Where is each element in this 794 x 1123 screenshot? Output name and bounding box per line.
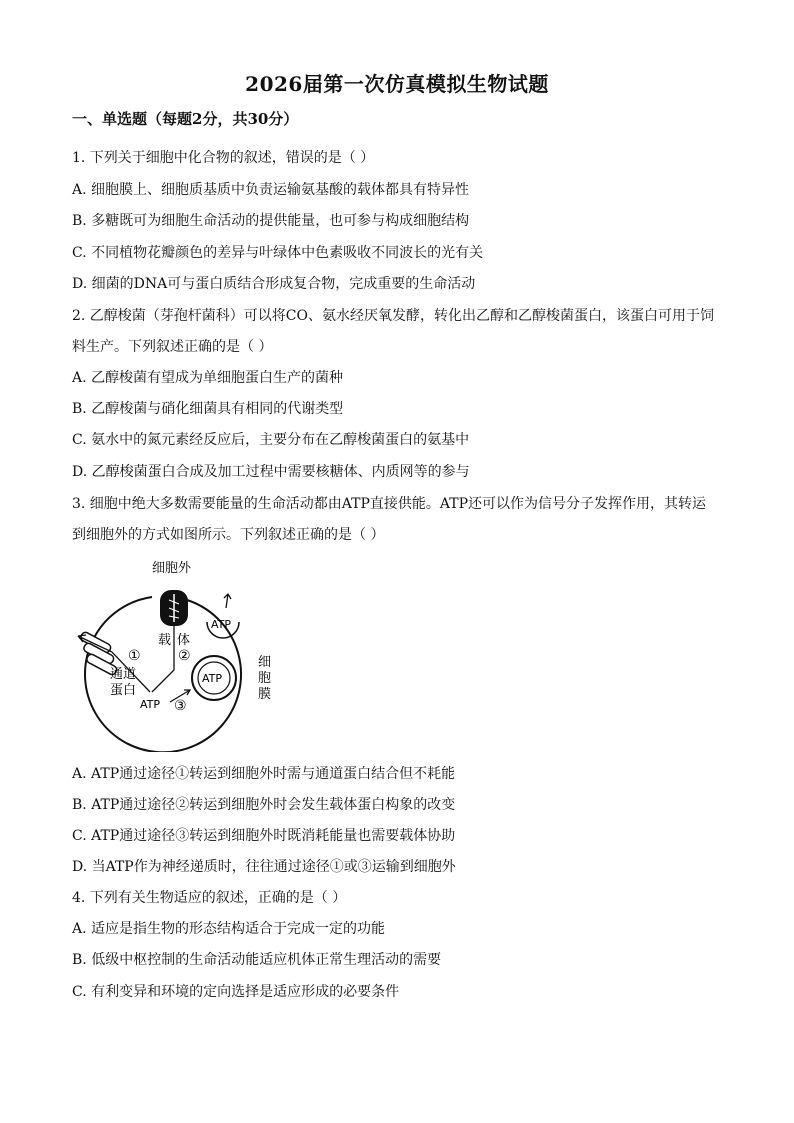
label-channel-2: 蛋白 <box>110 683 137 698</box>
label-membrane-2: 胞 <box>258 671 272 686</box>
label-carrier-2: 体 <box>177 633 191 648</box>
section-heading: 一、单选题（每题2分，共30分） <box>72 110 299 128</box>
label-path-1: ① <box>128 648 141 664</box>
label-path-2: ② <box>178 648 191 664</box>
label-atp-vesicle-inner: ATP <box>202 672 223 685</box>
question-3-stem-line2: 到细胞外的方式如图所示。下列叙述正确的是（ ） <box>72 527 385 543</box>
question-3-stem-line1: 3. 细胞中绝大多数需要能量的生命活动都由ATP直接供能。ATP还可以作为信号分子发挥作用，其转运 <box>72 496 707 512</box>
question-1-option-a: A. 细胞膜上、细胞质基质中负责运输氨基酸的载体都具有特异性 <box>72 182 470 198</box>
label-membrane-3: 膜 <box>258 687 272 702</box>
carrier-protein <box>160 590 188 626</box>
page-title: 2026届第一次仿真模拟生物试题 <box>245 72 549 96</box>
label-atp-bottom: ATP <box>140 698 161 711</box>
question-2-stem-line2: 料生产。下列叙述正确的是（ ） <box>72 339 273 355</box>
question-2-option-b: B. 乙醇梭菌与硝化细菌具有相同的代谢类型 <box>72 401 344 417</box>
question-1-stem: 1. 下列关于细胞中化合物的叙述，错误的是（ ） <box>72 150 375 166</box>
label-outside: 细胞外 <box>152 561 192 576</box>
question-4-option-b: B. 低级中枢控制的生命活动能适应机体正常生理活动的需要 <box>72 952 442 968</box>
question-1-option-d: D. 细菌的DNA可与蛋白质结合形成复合物，完成重要的生命活动 <box>72 276 476 292</box>
label-atp-vesicle-top: ATP <box>211 618 232 631</box>
question-4-stem: 4. 下列有关生物适应的叙述，正确的是（ ） <box>72 890 347 906</box>
question-1-option-b: B. 多糖既可为细胞生命活动的提供能量，也可参与构成细胞结构 <box>72 213 470 229</box>
label-path-3: ③ <box>174 698 187 714</box>
question-4-option-a: A. 适应是指生物的形态结构适合于完成一定的功能 <box>72 921 386 937</box>
question-3-option-b: B. ATP通过途径②转运到细胞外时会发生载体蛋白构象的改变 <box>72 797 456 813</box>
question-3-option-d: D. 当ATP作为神经递质时，往往通过途径①或③运输到细胞外 <box>72 859 456 875</box>
question-4-option-c: C. 有利变异和环境的定向选择是适应形成的必要条件 <box>72 984 400 1000</box>
question-3-option-c: C. ATP通过途径③转运到细胞外时既消耗能量也需要载体协助 <box>72 828 456 844</box>
label-channel-1: 通道 <box>110 667 137 682</box>
label-carrier-1: 载 <box>158 633 172 648</box>
question-3-option-a: A. ATP通过途径①转运到细胞外时需与通道蛋白结合但不耗能 <box>72 766 456 782</box>
label-membrane-1: 细 <box>258 655 272 670</box>
question-2-stem-line1: 2. 乙醇梭菌（芽孢杆菌科）可以将CO、氨水经厌氧发酵，转化出乙醇和乙醇梭菌蛋白，该蛋白可用于饲 <box>72 308 714 324</box>
question-1-option-c: C. 不同植物花瓣颜色的差异与叶绿体中色素吸收不同波长的光有关 <box>72 245 484 261</box>
question-2-option-d: D. 乙醇梭菌蛋白合成及加工过程中需要核糖体、内质网等的参与 <box>72 464 470 480</box>
question-2-option-a: A. 乙醇梭菌有望成为单细胞蛋白生产的菌种 <box>72 370 344 386</box>
atp-transport-diagram <box>70 552 300 752</box>
question-2-option-c: C. 氨水中的氮元素经反应后，主要分布在乙醇梭菌蛋白的氨基中 <box>72 432 470 448</box>
